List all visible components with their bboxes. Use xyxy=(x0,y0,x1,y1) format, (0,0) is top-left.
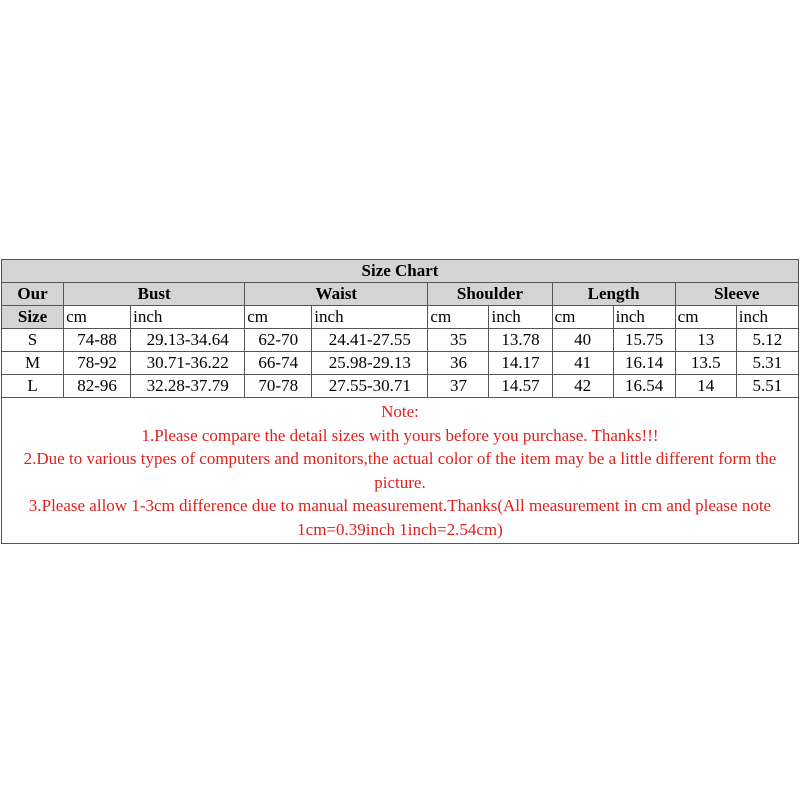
bust-inch-value: 30.71-36.22 xyxy=(131,352,245,375)
waist-cm-header: cm xyxy=(245,306,312,329)
sleeve-cm-value: 14 xyxy=(675,375,736,398)
bust-inch-value: 29.13-34.64 xyxy=(131,329,245,352)
shoulder-inch-header: inch xyxy=(489,306,552,329)
table-row xyxy=(2,329,799,352)
group-header-row xyxy=(2,283,799,306)
shoulder-inch-value: 14.17 xyxy=(489,352,552,375)
waist-cm-value: 70-78 xyxy=(245,375,312,398)
note-block xyxy=(2,398,799,544)
table-row xyxy=(2,352,799,375)
note-line-3: 3.Please allow 1-3cm difference due to manual measurement.Thanks(All measurement in cm and please note 1cm=0.39inch 1inch=2.54cm) xyxy=(28,496,772,539)
bust-cm-value: 78-92 xyxy=(64,352,131,375)
shoulder-cm-value: 36 xyxy=(428,352,489,375)
shoulder-inch-value: 13.78 xyxy=(489,329,552,352)
waist-inch-value: 25.98-29.13 xyxy=(312,352,428,375)
bust-cm-value: 74-88 xyxy=(64,329,131,352)
sleeve-cm-header: cm xyxy=(675,306,736,329)
length-cm-value: 40 xyxy=(552,329,613,352)
note-heading: Note: xyxy=(381,402,419,421)
sleeve-inch-value: 5.12 xyxy=(736,329,798,352)
waist-inch-value: 27.55-30.71 xyxy=(312,375,428,398)
note-line-2: 2.Due to various types of computers and monitors,the actual color of the item may be a little different form the picture. xyxy=(23,449,777,492)
bust-inch-value: 32.28-37.79 xyxy=(131,375,245,398)
title-row xyxy=(2,260,799,283)
size-label: L xyxy=(2,375,64,398)
size-label: S xyxy=(2,329,64,352)
waist-cm-value: 62-70 xyxy=(245,329,312,352)
length-inch-value: 16.54 xyxy=(613,375,675,398)
sleeve-inch-header: inch xyxy=(736,306,798,329)
length-cm-value: 41 xyxy=(552,352,613,375)
sleeve-cm-value: 13.5 xyxy=(675,352,736,375)
table-title: Size Chart xyxy=(2,260,799,283)
sleeve-cm-value: 13 xyxy=(675,329,736,352)
bust-inch-header: inch xyxy=(131,306,245,329)
note-row xyxy=(2,398,799,544)
length-inch-header: inch xyxy=(613,306,675,329)
length-header: Length xyxy=(552,283,675,306)
length-cm-value: 42 xyxy=(552,375,613,398)
waist-cm-value: 66-74 xyxy=(245,352,312,375)
length-cm-header: cm xyxy=(552,306,613,329)
size-chart-table xyxy=(1,259,799,544)
waist-inch-value: 24.41-27.55 xyxy=(312,329,428,352)
unit-header-row xyxy=(2,306,799,329)
bust-header: Bust xyxy=(64,283,245,306)
shoulder-inch-value: 14.57 xyxy=(489,375,552,398)
shoulder-cm-header: cm xyxy=(428,306,489,329)
waist-header: Waist xyxy=(245,283,428,306)
length-inch-value: 16.14 xyxy=(613,352,675,375)
sleeve-inch-value: 5.51 xyxy=(736,375,798,398)
shoulder-cm-value: 35 xyxy=(428,329,489,352)
sleeve-inch-value: 5.31 xyxy=(736,352,798,375)
shoulder-header: Shoulder xyxy=(428,283,552,306)
waist-inch-header: inch xyxy=(312,306,428,329)
size-header-top: Our xyxy=(2,283,64,306)
note-line-1: 1.Please compare the detail sizes with yours before you purchase. Thanks!!! xyxy=(141,425,659,445)
length-inch-value: 15.75 xyxy=(613,329,675,352)
size-label: M xyxy=(2,352,64,375)
table-row xyxy=(2,375,799,398)
sleeve-header: Sleeve xyxy=(675,283,798,306)
size-header-bottom: Size xyxy=(2,306,64,329)
shoulder-cm-value: 37 xyxy=(428,375,489,398)
bust-cm-value: 82-96 xyxy=(64,375,131,398)
bust-cm-header: cm xyxy=(64,306,131,329)
